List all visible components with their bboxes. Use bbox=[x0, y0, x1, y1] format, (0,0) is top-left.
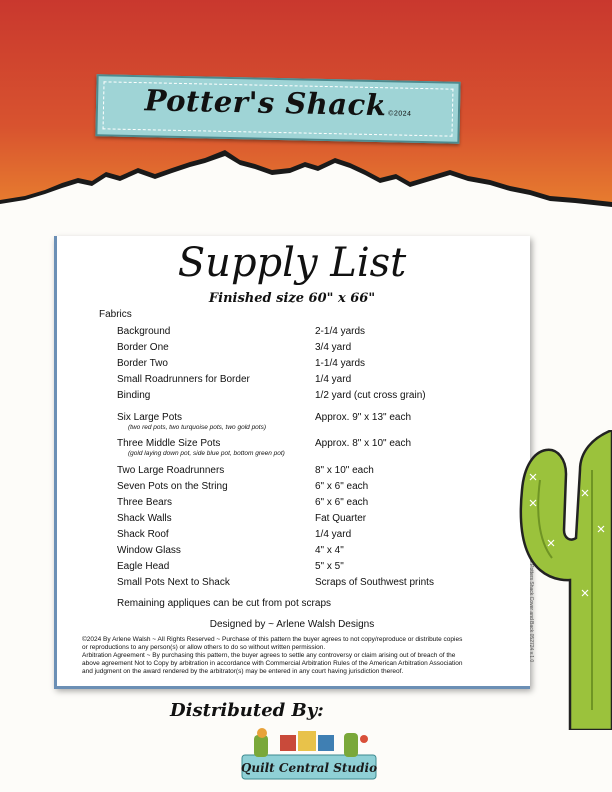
copyright-line: above agreement Not to Copy by arbitration in accordance with Commercial Arbitration Rules of the American Arbitration Association bbox=[82, 660, 463, 667]
supply-amount: Approx. 9" x 13" each bbox=[315, 412, 412, 423]
logo-text: Quilt Central Studio bbox=[240, 761, 378, 775]
supply-note: (gold laying down pot, side blue pot, bottom green pot) bbox=[128, 450, 285, 457]
title-banner bbox=[95, 74, 460, 144]
remaining-note: Remaining appliques can be cut from pot scraps bbox=[117, 598, 332, 609]
saguaro-cactus-illustration bbox=[500, 430, 612, 730]
supply-amount: 1-1/4 yards bbox=[315, 358, 366, 369]
card-bottom-border bbox=[54, 686, 530, 689]
supply-name: Six Large Pots bbox=[117, 412, 183, 423]
card-left-border bbox=[54, 236, 57, 688]
supply-note: (two red pots, two turquoise pots, two gold pots) bbox=[128, 424, 267, 431]
copyright-line: ©2024 By Arlene Walsh ~ All Rights Reserved ~ Purchase of this pattern the buyer agrees to not copy/reproduce or distribute copies bbox=[82, 636, 463, 643]
copyright-line: and judgment on the award rendered by the arbitrator(s) may be entered in any court having jurisdiction thereof. bbox=[82, 668, 404, 675]
supply-name: Background bbox=[117, 326, 171, 337]
supply-name: Small Pots Next to Shack bbox=[117, 577, 230, 588]
supply-name: Border One bbox=[117, 342, 169, 353]
supply-amount: 1/4 yard bbox=[315, 529, 352, 540]
copyright-line: Arbitration Agreement ~ By purchasing this pattern, the buyer agrees to settle any controversy or claim arising out of breach of the bbox=[82, 652, 456, 659]
supply-name: Shack Walls bbox=[117, 513, 172, 524]
supply-amount: 2-1/4 yards bbox=[315, 326, 366, 337]
supply-amount: Approx. 8" x 10" each bbox=[315, 438, 412, 449]
fabrics-heading: Fabrics bbox=[99, 309, 132, 320]
copyright-mark: ©2024 bbox=[388, 110, 412, 118]
supply-amount: 6" x 6" each bbox=[315, 497, 369, 508]
supply-amount: Fat Quarter bbox=[315, 513, 367, 524]
supply-name: Seven Pots on the String bbox=[117, 481, 228, 492]
supply-list-title: Supply List bbox=[177, 240, 407, 286]
supply-amount: Scraps of Southwest prints bbox=[315, 577, 434, 588]
supply-amount: 5" x 5" bbox=[315, 561, 344, 572]
supply-name: Shack Roof bbox=[117, 529, 169, 540]
supply-amount: 6" x 6" each bbox=[315, 481, 369, 492]
pattern-title-text: Potter's Shack bbox=[144, 83, 387, 123]
supply-amount: 1/2 yard (cut cross grain) bbox=[315, 390, 426, 401]
supply-name: Three Bears bbox=[117, 497, 173, 508]
supply-list-card bbox=[54, 236, 530, 688]
supply-name: Eagle Head bbox=[117, 561, 170, 572]
finished-size: Finished size 60" x 66" bbox=[208, 291, 376, 306]
supply-amount: 8" x 10" each bbox=[315, 465, 374, 476]
supply-amount: 1/4 yard bbox=[315, 374, 352, 385]
supply-name: Three Middle Size Pots bbox=[117, 438, 221, 449]
quilt-central-studio-logo bbox=[240, 725, 378, 783]
distributed-by-label: Distributed By: bbox=[170, 700, 324, 721]
supply-name: Small Roadrunners for Border bbox=[117, 374, 250, 385]
supply-amount: 4" x 4" bbox=[315, 545, 344, 556]
supply-amount: 3/4 yard bbox=[315, 342, 352, 353]
supply-name: Border Two bbox=[117, 358, 168, 369]
supply-name: Two Large Roadrunners bbox=[117, 465, 225, 476]
supply-name: Window Glass bbox=[117, 545, 181, 556]
supply-name: Binding bbox=[117, 390, 151, 401]
designer-credit: Designed by ~ Arlene Walsh Designs bbox=[209, 619, 375, 630]
side-file-caption: # Potters Shack Cover and Back 052724 v.1.0 bbox=[528, 560, 534, 663]
copyright-line: or reproductions to any person(s) or allow others to do so without written permission. bbox=[82, 644, 326, 651]
